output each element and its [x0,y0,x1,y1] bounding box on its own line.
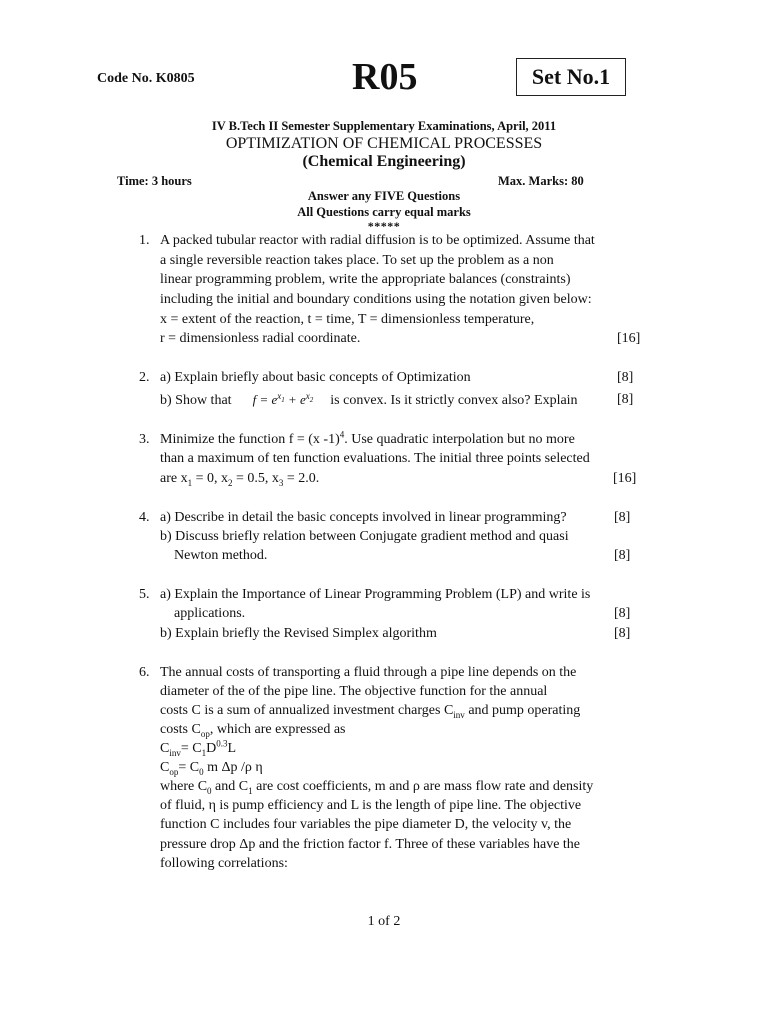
question-text: r = dimensionless radial coordinate. [160,331,361,346]
exam-time: Time: 3 hours [117,174,192,188]
question-text: costs $C_{op}$, which are expressed as [160,722,346,739]
formula: $f = e^{x_1} + e^{x_2}$ [252,390,314,407]
question-text: x = extent of the reaction, t = time, T = dimensionless temperature, [160,312,535,327]
set-number-box: Set No.1 [516,58,626,96]
question-text: The annual costs of transporting a fluid through a pipe line depends on the [160,665,577,680]
marks-label: [8] [614,510,631,525]
department: (Chemical Engineering) [302,153,466,170]
marks-label: [8] [617,370,634,385]
regulation-code: R05 [352,56,418,98]
marks-label: [16] [613,471,637,486]
question-text: A packed tubular reactor with radial diffusion is to be optimized. Assume that [160,233,595,248]
question-number: 3. [139,432,150,447]
question-text: a) Describe in detail the basic concepts involved in linear programming? [160,510,567,525]
question-number: 1. [139,233,150,248]
question-text: than a maximum of ten function evaluations. The initial three points selected [160,451,590,466]
question-text: are $x_1 = 0$, $x_2 = 0.5$, $x_3 = 2.0$. [160,471,320,488]
question-text: a) Explain the Importance of Linear Programming Problem (LP) and write is [160,587,591,602]
marks-label: [16] [617,331,641,346]
question-number: 5. [139,587,150,602]
code-number: Code No. K0805 [97,71,195,86]
question-text: where $C_0$ and $C_1$ are cost coefficients, m and ρ are mass flow rate and density [160,779,594,796]
question-text: pressure drop Δp and the friction factor f. Three of these variables have the [160,837,581,852]
question-text: of fluid, η is pump efficiency and L is the length of pipe line. The objective [160,798,582,813]
exam-title: IV B.Tech II Semester Supplementary Examinations, April, 2011 [211,119,557,133]
equation-investment: $C_{inv}= C_1D^{0.3}L$ [160,738,237,758]
max-marks: Max. Marks: 80 [498,174,584,188]
question-text: Newton method. [174,548,268,563]
question-text: applications. [174,606,246,621]
marks-label: [8] [617,392,634,407]
text: is convex. Is it strictly convex also? Explain [330,393,578,408]
instruction-marks: All Questions carry equal marks [297,205,471,219]
question-text: a) Explain briefly about basic concepts of Optimization [160,370,471,385]
marks-label: [8] [614,626,631,641]
question-text [160,392,578,409]
question-text: diameter of the of the pipe line. The objective function for the annual [160,684,548,699]
marks-label: [8] [614,548,631,563]
question-text: following correlations: [160,856,288,871]
question-text: b) Explain briefly the Revised Simplex algorithm [160,626,437,641]
instruction-answer: Answer any FIVE Questions [307,189,461,203]
equation-operating: $C_{op}= C_0$ m Δp /ρ η [160,760,263,777]
question-text: b) Discuss briefly relation between Conjugate gradient method and quasi [160,529,569,544]
question-text: a single reversible reaction takes place. To set up the problem as a non [160,253,554,268]
question-text: function C includes four variables the pipe diameter D, the velocity v, the [160,817,572,832]
question-text: costs C is a sum of annualized investment charges $C_{inv}$ and pump operating [160,703,581,720]
subject-title: OPTIMIZATION OF CHEMICAL PROCESSES [225,135,543,152]
text: b) Show that [160,393,232,408]
page-number: 1 of 2 [367,914,401,929]
question-number: 6. [139,665,150,680]
separator-stars: ***** [367,219,401,233]
question-number: 4. [139,510,150,525]
question-text: Minimize the function f = (x -1)$^4$. Use quadratic interpolation but no more [160,429,575,447]
question-number: 2. [139,370,150,385]
question-text: including the initial and boundary conditions using the notation given below: [160,292,592,307]
marks-label: [8] [614,606,631,621]
question-text: linear programming problem, write the appropriate balances (constraints) [160,272,571,287]
